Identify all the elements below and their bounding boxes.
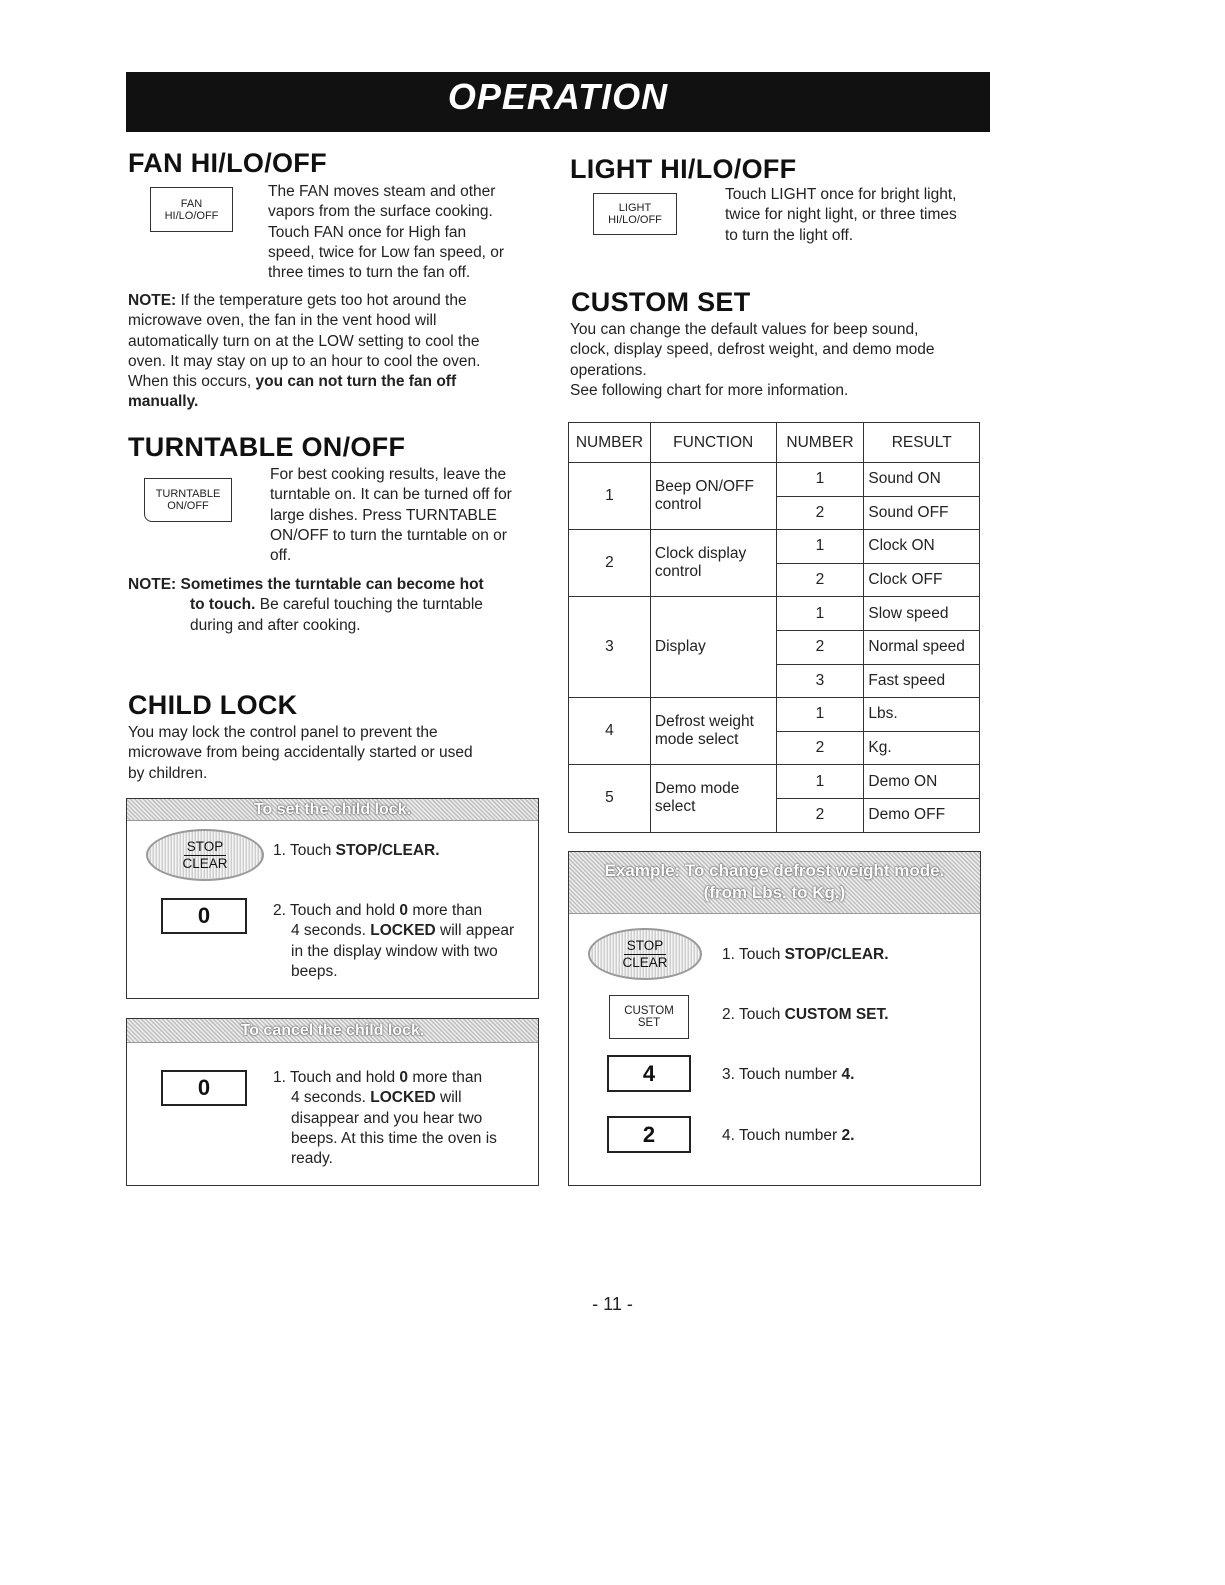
custom-set-description [570,320,990,401]
step-emphasis: 0 [399,1069,409,1086]
note-label: NOTE: [128,292,177,309]
text-line: large dishes. Press TURNTABLE [270,506,497,524]
panel-title: To set the child lock. [127,799,538,821]
four-key-icon: 4 [607,1055,691,1092]
result-cell: Fast speed [864,664,980,698]
turntable-key-icon [144,478,232,522]
panel-title: To cancel the child lock. [127,1019,538,1043]
example-title [569,852,980,914]
function-cell [650,463,776,530]
text-line: The FAN moves steam and other [268,183,496,200]
function-number-cell: 1 [569,463,651,530]
step-text: will appear [435,922,515,940]
cancel-child-lock-panel [126,1018,539,1186]
column-header: NUMBER [776,423,864,463]
example-step-3 [722,1065,854,1085]
step-text: 2. Touch and hold [273,902,400,919]
option-number-cell: 3 [776,664,864,698]
turntable-note [128,575,558,636]
example-step-2 [722,1005,889,1025]
example-title-line: (from Lbs. to Kg.) [703,883,846,902]
two-key-icon: 2 [607,1116,691,1153]
text-line: off. [270,547,292,565]
light-key-label: LIGHT [618,202,652,214]
turntable-key-label: ON/OFF [167,500,209,512]
step-text: 4 seconds. [291,1089,371,1107]
step-text: 1. Touch and hold [273,1069,400,1086]
page-title: OPERATION [447,76,669,117]
example-step-4 [722,1126,854,1146]
step-emphasis: 2. [841,1127,855,1144]
child-lock-section-title: CHILD LOCK [128,690,298,720]
set-step-1 [273,841,440,861]
text-line: vapors from the surface cooking. [268,203,493,221]
text-line: during and after cooking. [190,616,361,634]
function-number-cell: 2 [569,530,651,597]
step-emphasis: STOP/CLEAR. [335,842,440,859]
table-row [569,463,980,497]
table-header-row [569,423,980,463]
text-line: Touch LIGHT once for bright light, [725,186,957,203]
text-line: operations. [570,361,647,379]
fan-note [128,291,548,413]
example-title-line: Example: To change defrost weight mode. [604,861,945,880]
step-emphasis: 4. [841,1066,855,1083]
step-emphasis: CUSTOM SET. [784,1006,889,1023]
column-header: FUNCTION [650,423,776,463]
note-emphasis: Sometimes the turntable can become hot [180,576,484,593]
custom-set-key-label: SET [637,1017,661,1029]
function-number-cell: 5 [569,765,651,832]
function-line: Display [654,638,706,656]
option-number-cell: 2 [776,630,864,664]
function-line: Beep ON/OFF [654,478,754,496]
function-line: control [654,563,702,581]
stop-key-label: STOP [624,938,667,955]
fan-key-label: FAN [180,197,203,210]
column-header: RESULT [864,423,980,463]
page-banner [126,72,990,132]
option-number-cell: 1 [776,765,864,799]
text-line: microwave oven, the fan in the vent hood will [128,312,437,330]
text-line: You may lock the control panel to prevent the [128,724,438,741]
step-emphasis: LOCKED [370,922,436,940]
text-line: You can change the default values for beep sound, [570,321,919,338]
result-cell: Kg. [864,731,980,765]
step-text: more than [408,902,483,919]
option-number-cell: 1 [776,463,864,497]
step-text: 3. Touch number [722,1066,842,1083]
step-text: 4. Touch number [722,1127,842,1144]
step-text: 2. Touch [722,1006,785,1023]
fan-section-title: FAN HI/LO/OFF [128,148,327,178]
stop-key-label: STOP [184,839,227,856]
table-row [569,698,980,732]
option-number-cell: 2 [776,563,864,597]
text-line: When this occurs, [128,373,256,391]
page-number: - 11 - [592,1294,633,1314]
step-text: 1. Touch [722,946,785,963]
set-child-lock-panel [126,798,539,999]
function-cell [650,530,776,597]
step-text: ready. [291,1150,333,1168]
text-line: three times to turn the fan off. [268,264,471,282]
note-emphasis: you can not turn the fan off [255,373,457,391]
text-line: See following chart for more information. [570,381,849,399]
function-line: mode select [654,731,739,749]
step-text: 4 seconds. [291,922,371,940]
child-lock-description [128,723,558,784]
step-text: beeps. [291,962,338,980]
example-step-1 [722,945,889,965]
result-cell: Sound ON [864,463,980,497]
step-text: in the display window with two [291,942,498,960]
note-emphasis: manually. [128,393,199,411]
function-cell [650,597,776,698]
function-line: control [654,496,702,514]
clear-key-label: CLEAR [622,954,668,970]
text-line: to turn the light off. [725,226,854,244]
light-key-label: HI/LO/OFF [608,214,662,226]
option-number-cell: 2 [776,731,864,765]
text-line: by children. [128,764,208,782]
function-line: Clock display [654,545,747,563]
result-cell: Normal speed [864,630,980,664]
result-cell: Clock OFF [864,563,980,597]
light-description [725,185,987,246]
option-number-cell: 2 [776,496,864,530]
result-cell: Lbs. [864,698,980,732]
stop-clear-key-icon [588,928,702,980]
function-line: Demo mode [654,780,740,798]
text-line: oven. It may stay on up to an hour to cool the oven. [128,352,481,370]
light-key-icon [593,193,677,235]
result-cell: Demo OFF [864,798,980,832]
function-line: select [654,798,696,816]
text-line: Be careful touching the turntable [255,596,483,614]
custom-set-key-icon [609,995,689,1039]
fan-key-icon [150,187,233,232]
text-line: ON/OFF to turn the turntable on or [270,526,507,544]
note-emphasis: to touch. [190,596,256,614]
column-header: NUMBER [569,423,651,463]
set-step-2 [273,901,543,982]
text-line: If the temperature gets too hot around the [176,292,467,309]
step-text: beeps. At this time the oven is [291,1129,497,1147]
text-line: twice for night light, or three times [725,206,957,224]
result-cell: Clock ON [864,530,980,564]
turntable-section-title: TURNTABLE ON/OFF [128,432,406,462]
cancel-step-1 [273,1068,535,1169]
text-line: Touch FAN once for High fan [268,223,467,241]
table-row [569,530,980,564]
zero-key-icon: 0 [161,898,247,934]
result-cell: Demo ON [864,765,980,799]
clear-key-label: CLEAR [182,855,228,871]
step-text: disappear and you hear two [291,1109,483,1127]
text-line: For best cooking results, leave the [270,466,507,483]
function-number-cell: 4 [569,698,651,765]
step-emphasis: STOP/CLEAR. [784,946,889,963]
fan-key-label: HI/LO/OFF [164,209,219,222]
text-line: microwave from being accidentally started or used [128,744,473,762]
table-row [569,765,980,799]
example-panel [568,851,981,1186]
text-line: clock, display speed, defrost weight, and demo mode [570,341,935,359]
step-text: 1. Touch [273,842,336,859]
fan-description [268,182,558,283]
option-number-cell: 1 [776,698,864,732]
result-cell: Slow speed [864,597,980,631]
function-cell [650,698,776,765]
text-line: automatically turn on at the LOW setting to cool the [128,332,480,350]
turntable-description [270,465,560,566]
custom-set-key-label: CUSTOM [624,1005,674,1017]
function-line: Defrost weight [654,713,754,731]
custom-set-section-title: CUSTOM SET [571,287,751,317]
function-number-cell: 3 [569,597,651,698]
turntable-key-label: TURNTABLE [155,488,221,500]
note-label: NOTE: [128,576,177,593]
stop-clear-key-icon [146,829,264,881]
step-emphasis: LOCKED [370,1089,436,1107]
step-text: more than [408,1069,483,1086]
light-section-title: LIGHT HI/LO/OFF [570,154,797,184]
table-row [569,597,980,631]
option-number-cell: 1 [776,530,864,564]
result-cell: Sound OFF [864,496,980,530]
option-number-cell: 2 [776,798,864,832]
text-line: turntable on. It can be turned off for [270,486,512,504]
custom-set-table [568,422,980,833]
option-number-cell: 1 [776,597,864,631]
function-cell [650,765,776,832]
zero-key-icon: 0 [161,1070,247,1106]
step-text: will [435,1089,462,1107]
text-line: speed, twice for Low fan speed, or [268,243,505,261]
step-emphasis: 0 [399,902,409,919]
